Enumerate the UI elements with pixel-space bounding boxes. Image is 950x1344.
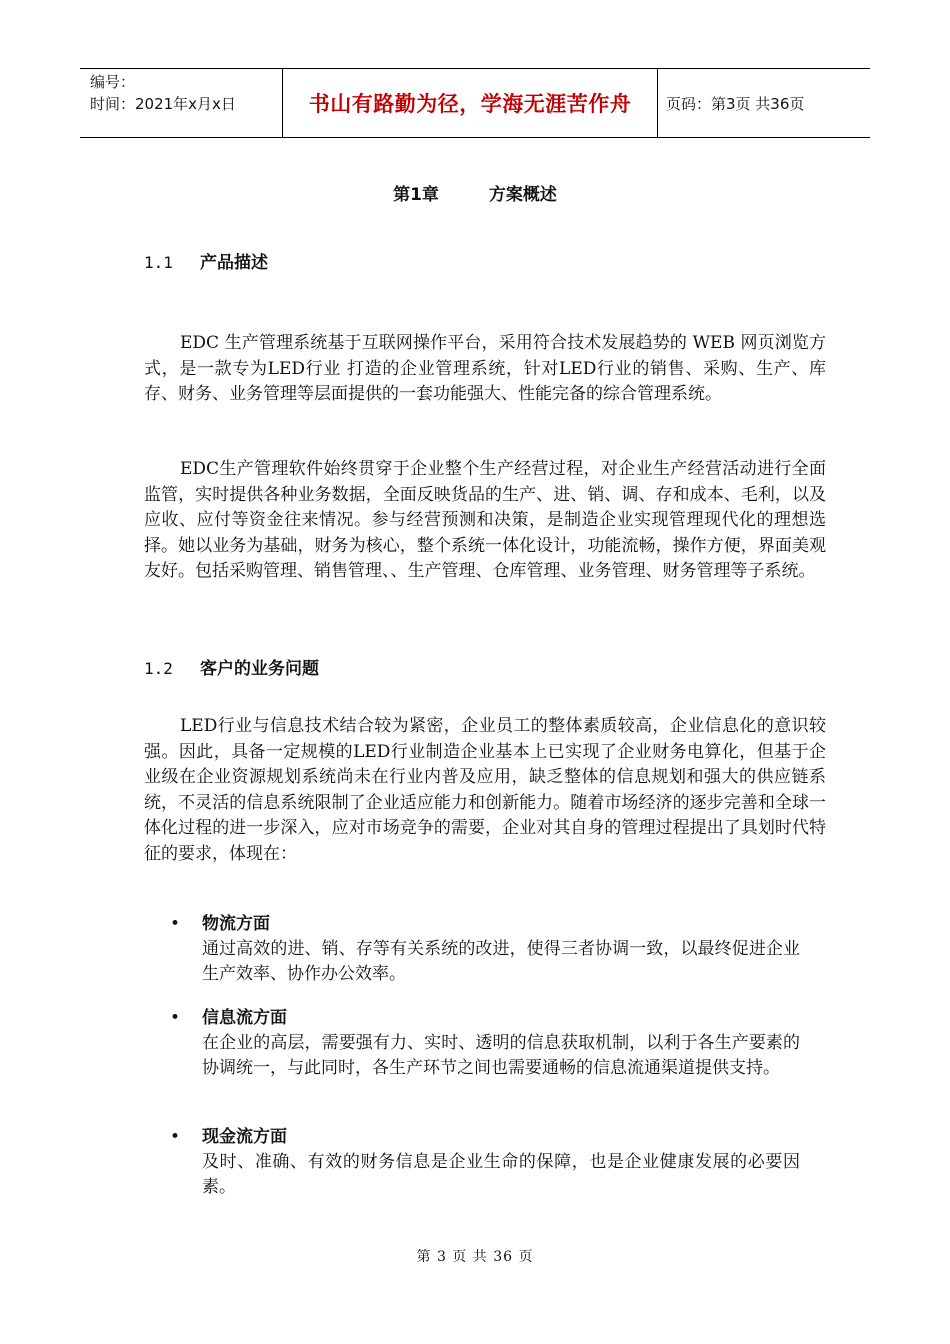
section-number: 1.2 — [144, 659, 173, 678]
section-title: 产品描述 — [200, 253, 268, 273]
bullet-icon: • — [170, 1127, 181, 1147]
bullet-text: 通过高效的进、销、存等有关系统的改进，使得三者协调一致，以最终促进企业生产效率、协作办公效率。 — [202, 939, 800, 984]
bullet-text: 在企业的高层，需要强有力、实时、透明的信息获取机制，以利于各生产要素的协调统一，与此同时，各生产环节之间也需要通畅的信息流通渠道提供支持。 — [202, 1033, 800, 1078]
paragraph-business-problem: LED行业与信息技术结合较为紧密，企业员工的整体素质较高，企业信息化的意识较强。因此，具备一定规模的LED行业制造企业基本上已实现了企业财务电算化，但基于企业级在企业资源规划系统尚未在行业内普及应用，缺乏整体的信息规划和强大的供应链系统，不灵活的信息系统限制了企业适应能力和创新能力。随着市场经济的逐步完善和全球一体化过程的进一步深入，应对市场竞争的需要，企业对其自身的管理过程提出了具划时代特征的要求，体现在： — [144, 716, 826, 864]
section-number: 1.1 — [144, 253, 173, 272]
document-time-label: 时间：2021年x月x日 — [90, 95, 236, 113]
paragraph-product-description-1: EDC 生产管理系统基于互联网操作平台，采用符合技术发展趋势的 WEB 网页浏览方式，是一款专为LED行业 打造的企业管理系统，针对LED行业的销售、采购、生产、库存、财务、业务管理等层面提供的一套功能强大、性能完备的综合管理系统。 — [144, 333, 826, 404]
page-header — [80, 68, 870, 138]
section-heading-1-1 — [144, 248, 268, 273]
bullet-icon: • — [170, 914, 181, 934]
header-page-info: 页码：第3页 共36页 — [666, 94, 805, 113]
bullet-text: 及时、准确、有效的财务信息是企业生命的保障，也是企业健康发展的必要因素。 — [202, 1152, 800, 1197]
bullet-title: 物流方面 — [202, 914, 270, 934]
section-heading-1-2 — [144, 654, 319, 679]
section-title: 客户的业务问题 — [200, 659, 319, 679]
bullet-item-logistics — [170, 912, 800, 987]
chapter-title: 方案概述 — [488, 185, 557, 205]
header-left-cell — [80, 69, 282, 137]
bullet-title: 现金流方面 — [202, 1127, 287, 1147]
document-number-label: 编号： — [90, 73, 136, 91]
bullet-title: 信息流方面 — [202, 1008, 287, 1028]
page-footer: 第 3 页 共 36 页 — [416, 1249, 534, 1265]
header-motto: 书山有路勤为径，学海无涯苦作舟 — [282, 69, 658, 137]
paragraph-product-description-2: EDC生产管理软件始终贯穿于企业整个生产经营过程，对企业生产经营活动进行全面监管，实时提供各种业务数据，全面反映货品的生产、进、销、调、存和成本、毛利，以及应收、应付等资金往来情况。参与经营预测和决策，是制造企业实现管理现代化的理想选择。她以业务为基础，财务为核心，整个系统一体化设计，功能流畅，操作方便，界面美观友好。包括采购管理、销售管理、、生产管理、仓库管理、业务管理、财务管理等子系统。 — [144, 459, 826, 581]
chapter-number: 第1章 — [393, 185, 439, 205]
bullet-icon: • — [170, 1008, 181, 1028]
bullet-item-cash-flow — [170, 1125, 800, 1200]
chapter-heading — [0, 180, 950, 205]
bullet-item-information-flow — [170, 1006, 800, 1081]
